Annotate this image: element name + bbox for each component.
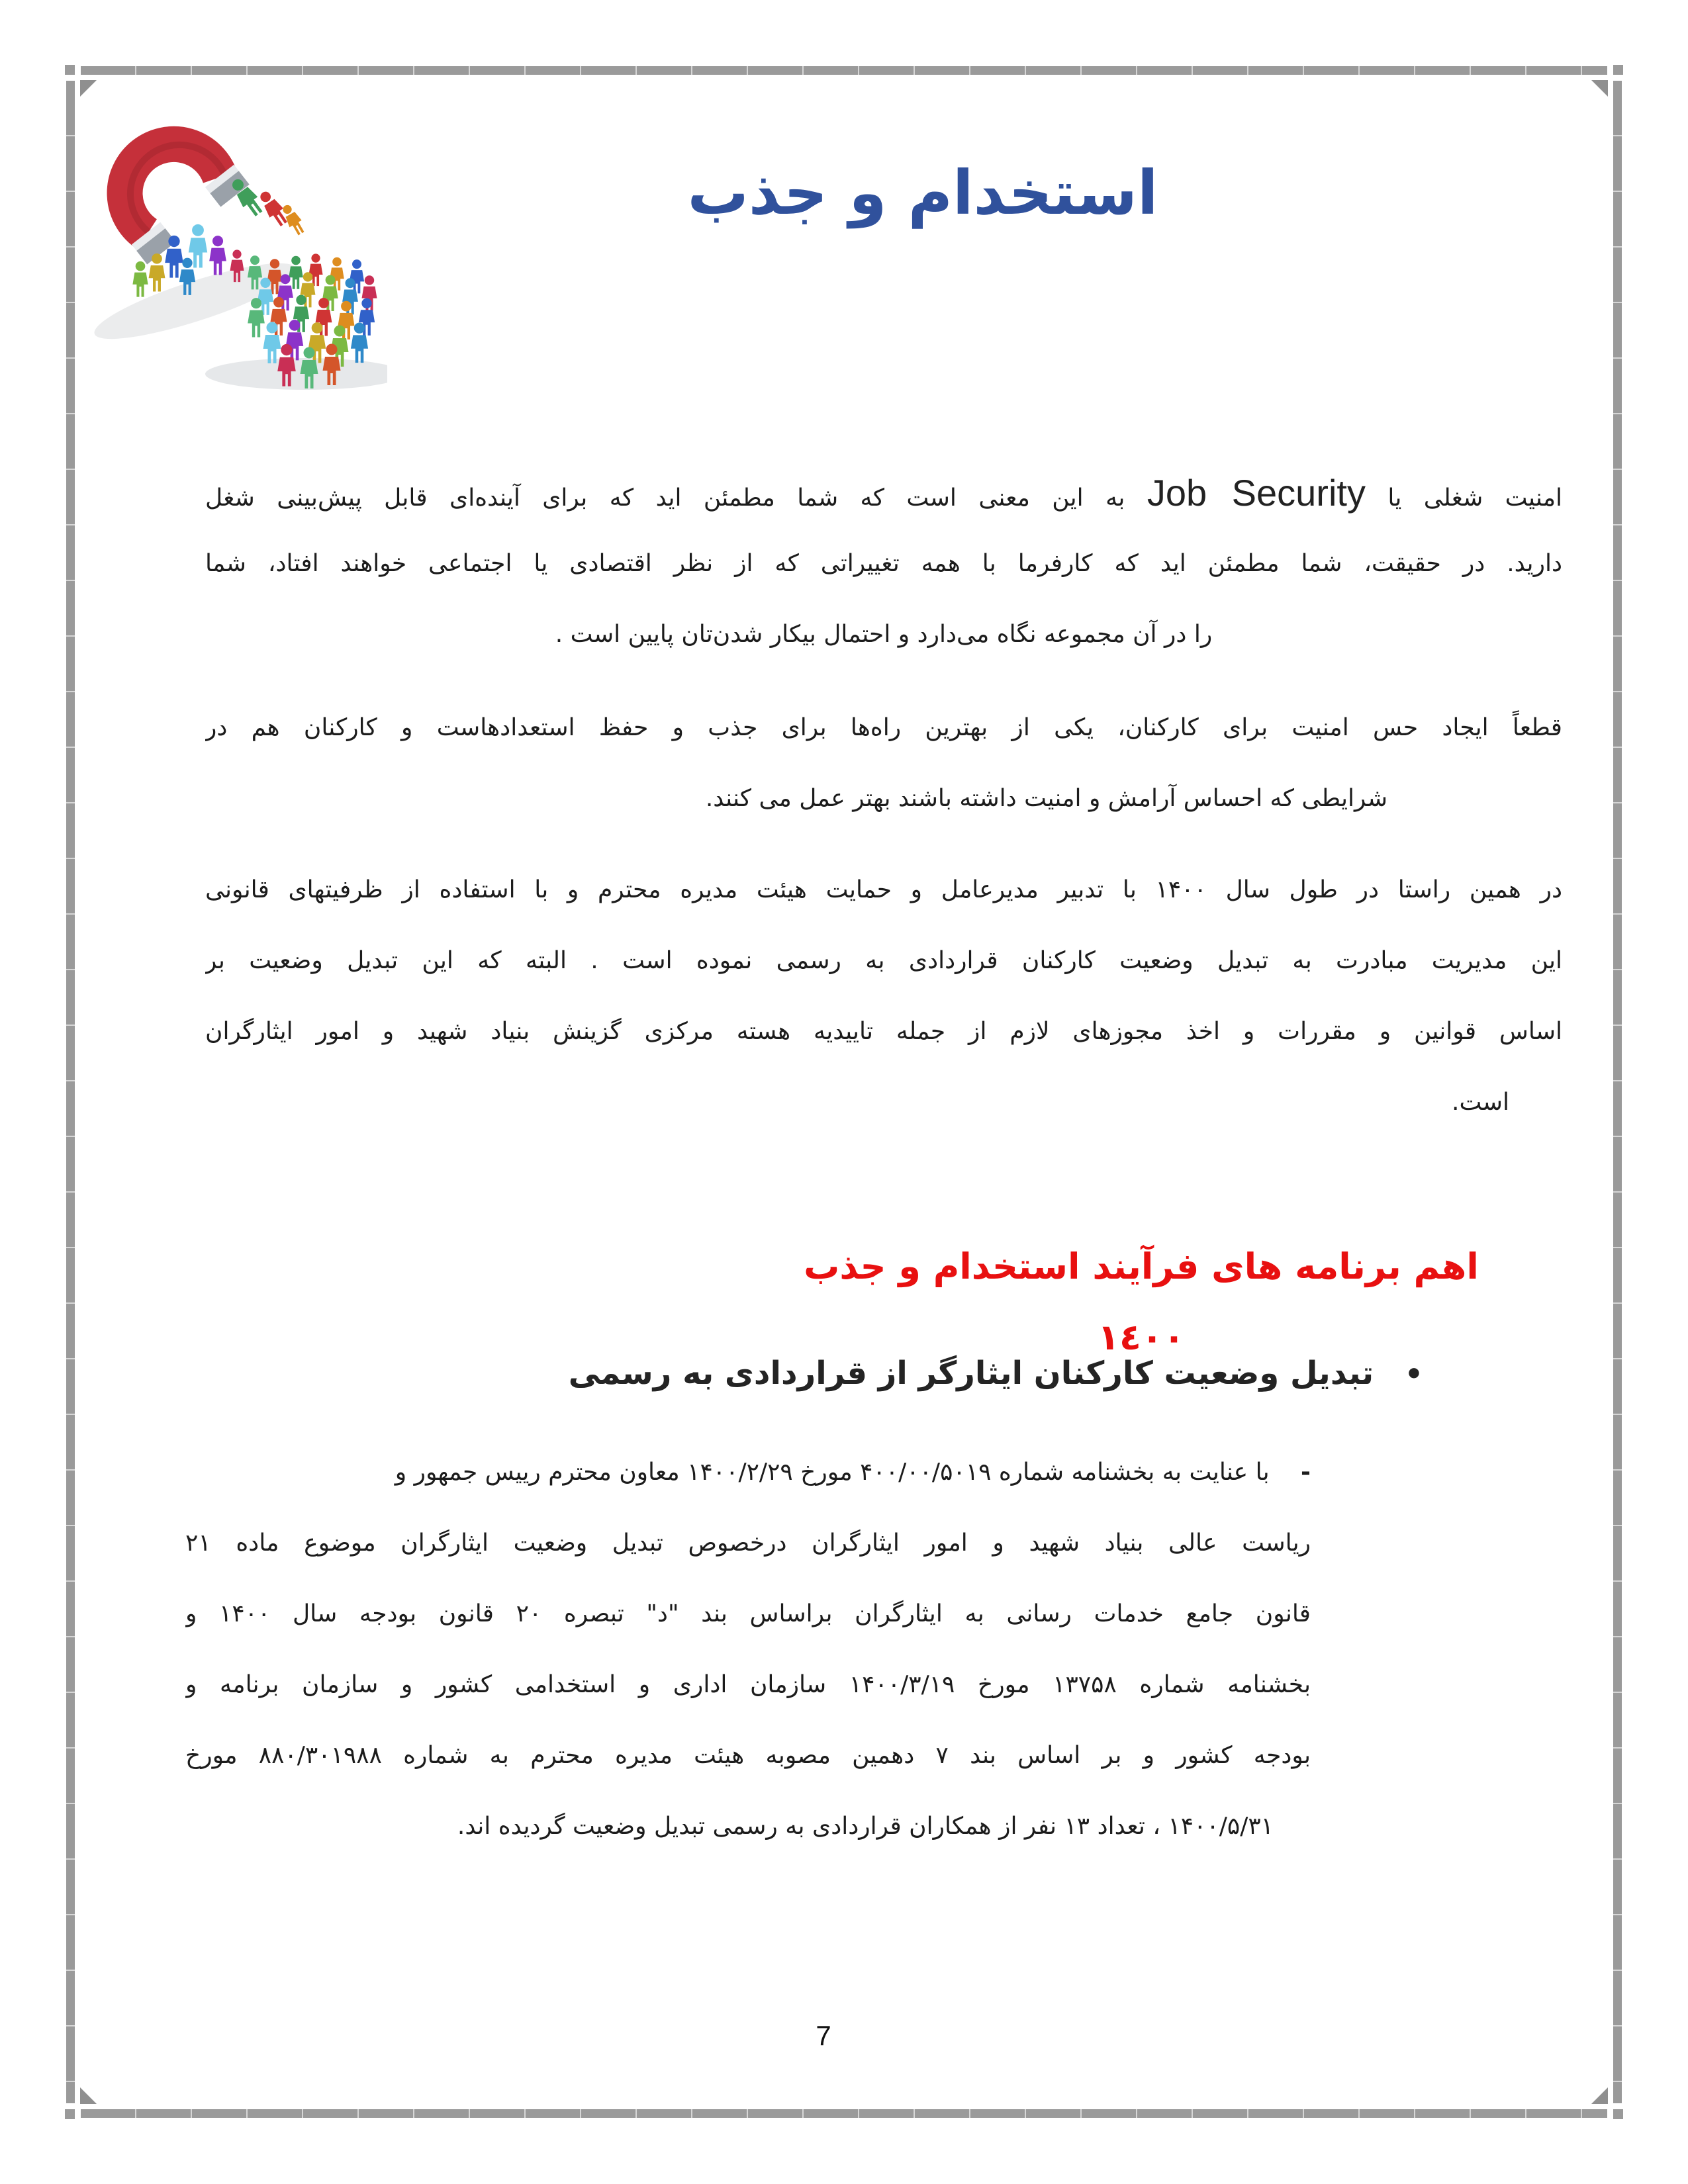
text-run: به این معنی است که شما مطمئن اید که برای آینده‌ای قابل پیش‌بینی شغل [205, 484, 1125, 512]
person-figure [308, 253, 322, 286]
paragraph-line [205, 457, 1562, 528]
border-corner-triangle [80, 2087, 97, 2104]
paragraph-job-security [205, 457, 1562, 670]
latin-text-run: Job Security [1147, 472, 1366, 514]
paragraph-line: را در آن مجموعه نگاه می‌دارد و احتمال بیکار شدن‌تان پایین است . [555, 621, 1213, 648]
person-figure [289, 256, 303, 289]
page-border-right [1613, 81, 1622, 2103]
page-title: استخدام و جذب [687, 158, 1158, 228]
shadow [205, 358, 387, 390]
person-figure [209, 236, 226, 275]
page-border-top [81, 66, 1607, 75]
page-border-left [66, 81, 75, 2103]
border-corner-triangle [1591, 80, 1608, 97]
border-corner-triangle [80, 80, 97, 97]
page-number: 7 [816, 2020, 831, 2051]
paragraph-line: شرایطی که احساس آرامش و امنیت داشته باشند بهتر عمل می کنند. [705, 785, 1387, 812]
magnet-people-image [76, 99, 387, 394]
magnet-people-svg [76, 99, 387, 394]
paragraph-line: دارید. در حقیقت، شما مطمئن اید که کارفرما با همه تغییراتی که از نظر اقتصادی یا اجتماعی خواهند افتاد، شما [205, 550, 1562, 577]
paragraph-year-1400-actions [205, 854, 1562, 1138]
text-run: با عنایت به بخشنامه شماره ۴۰۰/۰۰/۵۰۱۹ مورخ ۱۴۰۰/۲/۲۹ معاون محترم رییس جمهور و [395, 1459, 1270, 1486]
person-figure [330, 257, 344, 291]
paragraph-line: اساس قوانین و مقررات و اخذ مجوزهای لازم از جمله تاییدیه هسته مرکزی گزینش بنیاد شهید و امور ایثارگران [205, 1018, 1562, 1045]
paragraph-line: بخشنامه شماره ۱۳۷۵۸ مورخ ۱۴۰۰/۳/۱۹ سازمان اداری و استخدامی کشور و سازمان برنامه و [185, 1671, 1311, 1698]
bullet-item-label: تبدیل وضعیت کارکنان ایثارگر از قراردادی به رسمی [568, 1355, 1374, 1392]
border-corner-triangle [1591, 2087, 1608, 2104]
paragraph-sense-of-security [205, 692, 1562, 834]
paragraph-line: در همین راستا در طول سال ۱۴۰۰ با تدبیر مدیرعامل و حمایت هیئت مدیره محترم و با استفاده از ظرفیتهای قانونی [205, 876, 1562, 903]
section-heading: اهم برنامه های فرآیند استخدام و جذب ١٤٠٠ [804, 1246, 1479, 1358]
text-run: امنیت شغلی یا [1387, 484, 1562, 512]
paragraph-line: قانون جامع خدمات رسانی به ایثارگران براساس بند "د" تبصره ۲۰ قانون بودجه سال ۱۴۰۰ و [185, 1600, 1311, 1627]
page-border-bottom [81, 2109, 1607, 2118]
border-corner-square [65, 65, 75, 75]
paragraph-line: قطعاً ایجاد حس امنیت برای کارکنان، یکی از بهترین راه‌ها برای جذب و حفظ استعدادهاست و کارکنان هم در [205, 714, 1562, 741]
paragraph-line [185, 1437, 1311, 1508]
bullet-list-item [569, 1338, 1423, 1409]
border-corner-square [65, 2109, 75, 2119]
person-figure [350, 259, 364, 293]
paragraph-line: این مدیریت مبادرت به تبدیل وضعیت کارکنان قراردادی به رسمی نموده است . البته که این تبدیل وضعیت بر [205, 947, 1562, 974]
border-corner-square [1613, 65, 1623, 75]
paragraph-line: ریاست عالی بنیاد شهید و امور ایثارگران درخصوص تبدیل وضعیت ایثارگران موضوع ماده ۲۱ [185, 1529, 1311, 1557]
person-figure [263, 322, 281, 364]
dash-list-item [185, 1437, 1311, 1862]
border-corner-square [1613, 2109, 1623, 2119]
paragraph-line: بودجه کشور و بر اساس بند ۷ دهمین مصوبه هیئت مدیره محترم به شماره ۸۸۰/۳۰۱۹۸۸ مورخ [185, 1742, 1311, 1769]
bullet-icon: • [1404, 1357, 1423, 1391]
dash-icon: - [1301, 1459, 1311, 1486]
person-figure [132, 261, 148, 297]
paragraph-line: است. [1452, 1089, 1509, 1116]
paragraph-line: ۱۴۰۰/۵/۳۱ ، تعداد ۱۳ نفر از همکاران قراردادی به رسمی تبدیل وضعیت گردیده اند. [457, 1813, 1274, 1840]
